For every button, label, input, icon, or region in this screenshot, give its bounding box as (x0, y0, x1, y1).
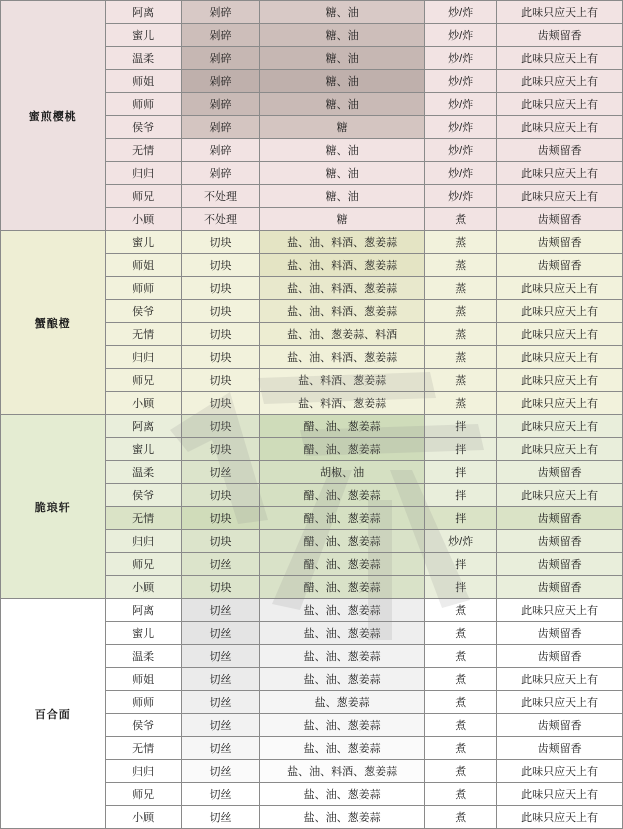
cut-cell: 切丝 (181, 783, 259, 806)
seasoning-cell: 糖、油 (260, 139, 425, 162)
method-cell: 煮 (425, 691, 497, 714)
cut-cell: 切丝 (181, 760, 259, 783)
character-cell: 阿离 (105, 415, 181, 438)
method-cell: 煮 (425, 783, 497, 806)
note-cell: 此味只应天上有 (497, 691, 623, 714)
method-cell: 炒/炸 (425, 185, 497, 208)
character-cell: 无情 (105, 507, 181, 530)
table-row (1, 599, 623, 622)
note-cell: 齿颊留香 (497, 714, 623, 737)
cut-cell: 切丝 (181, 461, 259, 484)
note-cell: 此味只应天上有 (497, 783, 623, 806)
note-cell: 此味只应天上有 (497, 300, 623, 323)
character-cell: 小顾 (105, 392, 181, 415)
character-cell: 归归 (105, 162, 181, 185)
method-cell: 蒸 (425, 323, 497, 346)
cut-cell: 切块 (181, 323, 259, 346)
method-cell: 炒/炸 (425, 116, 497, 139)
note-cell: 齿颊留香 (497, 24, 623, 47)
method-cell: 炒/炸 (425, 162, 497, 185)
character-cell: 侯爷 (105, 116, 181, 139)
table-row (1, 415, 623, 438)
method-cell: 蒸 (425, 369, 497, 392)
character-cell: 师师 (105, 691, 181, 714)
note-cell: 此味只应天上有 (497, 760, 623, 783)
character-cell: 阿离 (105, 1, 181, 24)
character-cell: 阿离 (105, 599, 181, 622)
table-row (1, 1, 623, 24)
seasoning-cell: 盐、油、葱姜蒜 (260, 645, 425, 668)
cut-cell: 切丝 (181, 599, 259, 622)
character-cell: 师姐 (105, 668, 181, 691)
cut-cell: 切块 (181, 277, 259, 300)
note-cell: 齿颊留香 (497, 553, 623, 576)
seasoning-cell: 盐、油、料酒、葱姜蒜 (260, 231, 425, 254)
cut-cell: 切丝 (181, 622, 259, 645)
seasoning-cell: 醋、油、葱姜蒜 (260, 507, 425, 530)
seasoning-cell: 糖、油 (260, 47, 425, 70)
character-cell: 温柔 (105, 645, 181, 668)
cut-cell: 切块 (181, 415, 259, 438)
note-cell: 齿颊留香 (497, 208, 623, 231)
character-cell: 无情 (105, 139, 181, 162)
method-cell: 拌 (425, 415, 497, 438)
cut-cell: 切块 (181, 231, 259, 254)
character-cell: 师姐 (105, 254, 181, 277)
method-cell: 拌 (425, 484, 497, 507)
character-cell: 侯爷 (105, 300, 181, 323)
character-cell: 小顾 (105, 806, 181, 829)
note-cell: 此味只应天上有 (497, 116, 623, 139)
character-cell: 归归 (105, 760, 181, 783)
dish-name-cell: 脆琅轩 (1, 415, 106, 599)
seasoning-cell: 盐、油、料酒、葱姜蒜 (260, 346, 425, 369)
character-cell: 小顾 (105, 576, 181, 599)
note-cell: 此味只应天上有 (497, 806, 623, 829)
cut-cell: 剁碎 (181, 116, 259, 139)
note-cell: 此味只应天上有 (497, 93, 623, 116)
character-cell: 侯爷 (105, 484, 181, 507)
character-cell: 归归 (105, 530, 181, 553)
seasoning-cell: 糖 (260, 208, 425, 231)
method-cell: 炒/炸 (425, 1, 497, 24)
character-cell: 蜜儿 (105, 24, 181, 47)
note-cell: 齿颊留香 (497, 622, 623, 645)
seasoning-cell: 盐、油、葱姜蒜 (260, 622, 425, 645)
seasoning-cell: 盐、油、料酒、葱姜蒜 (260, 300, 425, 323)
method-cell: 炒/炸 (425, 139, 497, 162)
method-cell: 煮 (425, 806, 497, 829)
seasoning-cell: 糖 (260, 116, 425, 139)
method-cell: 拌 (425, 507, 497, 530)
seasoning-cell: 盐、油、葱姜蒜 (260, 668, 425, 691)
character-cell: 师兄 (105, 783, 181, 806)
character-cell: 小顾 (105, 208, 181, 231)
seasoning-cell: 盐、油、葱姜蒜 (260, 806, 425, 829)
seasoning-cell: 盐、料酒、葱姜蒜 (260, 392, 425, 415)
character-cell: 归归 (105, 346, 181, 369)
seasoning-cell: 醋、油、葱姜蒜 (260, 415, 425, 438)
seasoning-cell: 盐、油、葱姜蒜、料酒 (260, 323, 425, 346)
note-cell: 此味只应天上有 (497, 438, 623, 461)
character-cell: 无情 (105, 737, 181, 760)
seasoning-cell: 胡椒、油 (260, 461, 425, 484)
note-cell: 齿颊留香 (497, 530, 623, 553)
cut-cell: 切块 (181, 254, 259, 277)
method-cell: 炒/炸 (425, 70, 497, 93)
method-cell: 拌 (425, 438, 497, 461)
cut-cell: 切块 (181, 346, 259, 369)
character-cell: 师兄 (105, 369, 181, 392)
method-cell: 炒/炸 (425, 47, 497, 70)
method-cell: 煮 (425, 714, 497, 737)
cut-cell: 切块 (181, 300, 259, 323)
seasoning-cell: 醋、油、葱姜蒜 (260, 553, 425, 576)
method-cell: 蒸 (425, 254, 497, 277)
seasoning-cell: 盐、油、葱姜蒜 (260, 714, 425, 737)
note-cell: 齿颊留香 (497, 507, 623, 530)
cut-cell: 不处理 (181, 185, 259, 208)
cut-cell: 切块 (181, 392, 259, 415)
seasoning-cell: 糖、油 (260, 162, 425, 185)
seasoning-cell: 盐、油、葱姜蒜 (260, 783, 425, 806)
cut-cell: 切丝 (181, 645, 259, 668)
dish-name-cell: 蜜煎樱桃 (1, 1, 106, 231)
method-cell: 煮 (425, 208, 497, 231)
character-cell: 蜜儿 (105, 622, 181, 645)
character-cell: 无情 (105, 323, 181, 346)
method-cell: 炒/炸 (425, 530, 497, 553)
cut-cell: 剁碎 (181, 24, 259, 47)
character-cell: 蜜儿 (105, 231, 181, 254)
character-cell: 蜜儿 (105, 438, 181, 461)
note-cell: 齿颊留香 (497, 231, 623, 254)
character-cell: 侯爷 (105, 714, 181, 737)
method-cell: 拌 (425, 461, 497, 484)
cut-cell: 切丝 (181, 691, 259, 714)
cut-cell: 切丝 (181, 553, 259, 576)
method-cell: 煮 (425, 645, 497, 668)
note-cell: 齿颊留香 (497, 645, 623, 668)
cut-cell: 切块 (181, 530, 259, 553)
cut-cell: 剁碎 (181, 1, 259, 24)
character-cell: 师姐 (105, 70, 181, 93)
method-cell: 拌 (425, 576, 497, 599)
method-cell: 蒸 (425, 392, 497, 415)
seasoning-cell: 醋、油、葱姜蒜 (260, 530, 425, 553)
method-cell: 炒/炸 (425, 24, 497, 47)
table-row (1, 231, 623, 254)
cut-cell: 切块 (181, 484, 259, 507)
character-cell: 温柔 (105, 461, 181, 484)
note-cell: 此味只应天上有 (497, 47, 623, 70)
method-cell: 煮 (425, 760, 497, 783)
character-cell: 师师 (105, 277, 181, 300)
cut-cell: 切丝 (181, 806, 259, 829)
cut-cell: 切块 (181, 507, 259, 530)
seasoning-cell: 盐、油、料酒、葱姜蒜 (260, 760, 425, 783)
dish-name-cell: 百合面 (1, 599, 106, 829)
method-cell: 拌 (425, 553, 497, 576)
note-cell: 齿颊留香 (497, 576, 623, 599)
seasoning-cell: 盐、油、料酒、葱姜蒜 (260, 254, 425, 277)
cut-cell: 切块 (181, 369, 259, 392)
character-cell: 师师 (105, 93, 181, 116)
cut-cell: 不处理 (181, 208, 259, 231)
cut-cell: 剁碎 (181, 139, 259, 162)
method-cell: 蒸 (425, 300, 497, 323)
seasoning-cell: 盐、油、料酒、葱姜蒜 (260, 277, 425, 300)
method-cell: 煮 (425, 737, 497, 760)
seasoning-cell: 醋、油、葱姜蒜 (260, 576, 425, 599)
seasoning-cell: 盐、油、葱姜蒜 (260, 599, 425, 622)
method-cell: 蒸 (425, 346, 497, 369)
note-cell: 齿颊留香 (497, 737, 623, 760)
note-cell: 此味只应天上有 (497, 277, 623, 300)
seasoning-cell: 盐、葱姜蒜 (260, 691, 425, 714)
character-cell: 师兄 (105, 185, 181, 208)
seasoning-cell: 盐、油、葱姜蒜 (260, 737, 425, 760)
method-cell: 蒸 (425, 231, 497, 254)
cut-cell: 剁碎 (181, 93, 259, 116)
character-cell: 师兄 (105, 553, 181, 576)
cut-cell: 切丝 (181, 737, 259, 760)
cut-cell: 剁碎 (181, 47, 259, 70)
note-cell: 此味只应天上有 (497, 668, 623, 691)
cut-cell: 切丝 (181, 668, 259, 691)
note-cell: 此味只应天上有 (497, 484, 623, 507)
note-cell: 此味只应天上有 (497, 185, 623, 208)
method-cell: 煮 (425, 668, 497, 691)
seasoning-cell: 糖、油 (260, 93, 425, 116)
cut-cell: 切块 (181, 438, 259, 461)
note-cell: 此味只应天上有 (497, 1, 623, 24)
method-cell: 炒/炸 (425, 93, 497, 116)
note-cell: 此味只应天上有 (497, 415, 623, 438)
seasoning-cell: 糖、油 (260, 70, 425, 93)
cut-cell: 剁碎 (181, 162, 259, 185)
seasoning-cell: 醋、油、葱姜蒜 (260, 484, 425, 507)
method-cell: 蒸 (425, 277, 497, 300)
dish-name-cell: 蟹酿橙 (1, 231, 106, 415)
note-cell: 此味只应天上有 (497, 369, 623, 392)
method-cell: 煮 (425, 599, 497, 622)
note-cell: 此味只应天上有 (497, 70, 623, 93)
note-cell: 齿颊留香 (497, 139, 623, 162)
note-cell: 此味只应天上有 (497, 162, 623, 185)
cut-cell: 切块 (181, 576, 259, 599)
note-cell: 此味只应天上有 (497, 323, 623, 346)
seasoning-cell: 醋、油、葱姜蒜 (260, 438, 425, 461)
method-cell: 煮 (425, 622, 497, 645)
seasoning-cell: 糖、油 (260, 1, 425, 24)
note-cell: 此味只应天上有 (497, 599, 623, 622)
seasoning-cell: 盐、料酒、葱姜蒜 (260, 369, 425, 392)
note-cell: 齿颊留香 (497, 461, 623, 484)
note-cell: 此味只应天上有 (497, 346, 623, 369)
seasoning-cell: 糖、油 (260, 24, 425, 47)
note-cell: 齿颊留香 (497, 254, 623, 277)
cut-cell: 切丝 (181, 714, 259, 737)
cut-cell: 剁碎 (181, 70, 259, 93)
character-cell: 温柔 (105, 47, 181, 70)
seasoning-cell: 糖、油 (260, 185, 425, 208)
note-cell: 此味只应天上有 (497, 392, 623, 415)
